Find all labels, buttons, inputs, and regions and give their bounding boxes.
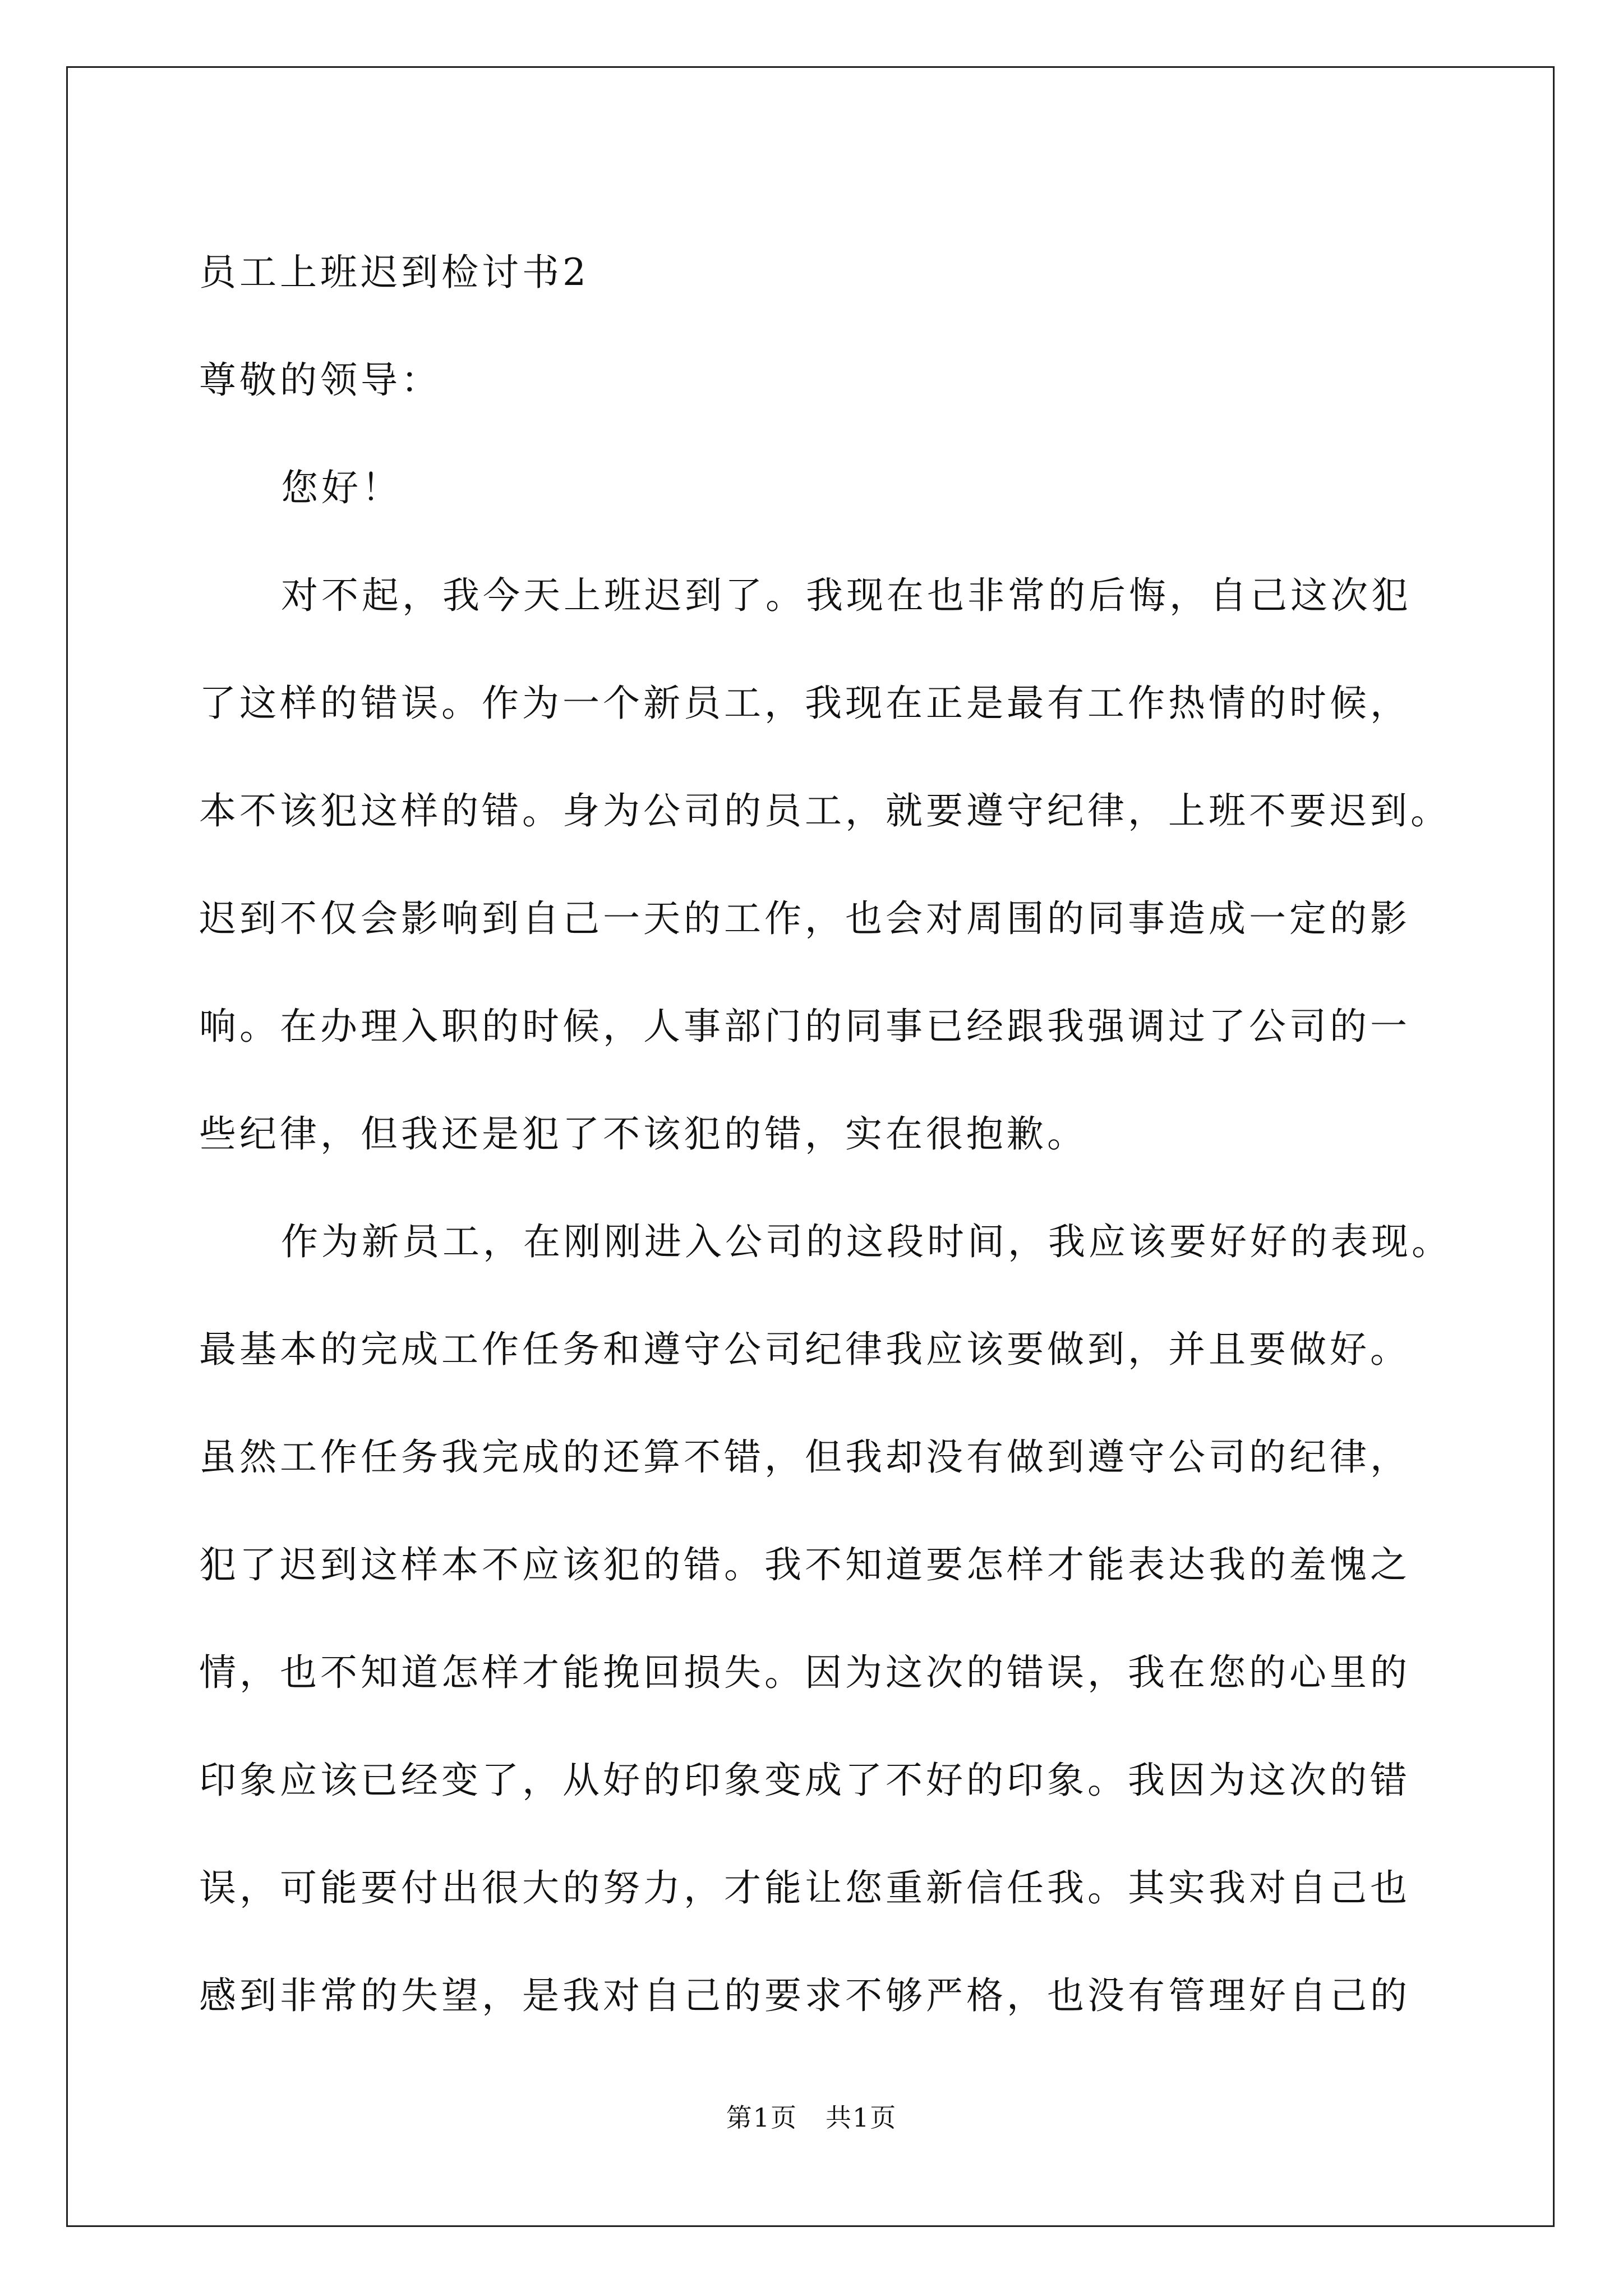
paragraph-1 [199,542,1461,1188]
paragraph-line: 犯了迟到这样本不应该犯的错。我不知道要怎样才能表达我的羞愧之 [199,1543,1410,1586]
paragraph-line: 虽然工作任务我完成的还算不错，但我却没有做到遵守公司的纪律， [199,1435,1410,1479]
salutation: 尊敬的领导： [199,358,441,402]
page-number-current: 第1页 [726,2102,797,2133]
paragraph-line: 最基本的完成工作任务和遵守公司纪律我应该要做到，并且要做好。 [199,1328,1410,1371]
paragraph-line: 了这样的错误。作为一个新员工，我现在正是最有工作热情的时候， [199,682,1410,725]
paragraph-line: 些纪律，但我还是犯了不该犯的错，实在很抱歉。 [199,1112,1087,1156]
page-number-total: 共1页 [826,2102,897,2133]
paragraph-line: 印象应该已经变了，从好的印象变成了不好的印象。我因为这次的错 [199,1759,1410,1802]
paragraph-line: 感到非常的失望，是我对自己的要求不够严格，也没有管理好自己的 [199,1974,1410,2017]
greeting: 您好！ [281,466,402,509]
paragraph-line: 作为新员工，在刚刚进入公司的这段时间，我应该要好好的表现。 [281,1220,1452,1263]
document-title: 员工上班迟到检讨书2 [199,251,589,294]
paragraph-line: 响。在办理入职的时候，人事部门的同事已经跟我强调过了公司的一 [199,1005,1410,1048]
paragraph-line: 对不起，我今天上班迟到了。我现在也非常的后悔，自己这次犯 [281,574,1412,617]
document-body [199,219,1461,2050]
page-footer [0,2101,1623,2134]
paragraph-2 [199,1188,1461,2050]
paragraph-line: 迟到不仅会影响到自己一天的工作，也会对周围的同事造成一定的影 [199,897,1410,940]
paragraph-line: 误，可能要付出很大的努力，才能让您重新信任我。其实我对自己也 [199,1866,1410,1910]
paragraph-line: 情，也不知道怎样才能挽回损失。因为这次的错误，我在您的心里的 [199,1651,1410,1694]
paragraph-line: 本不该犯这样的错。身为公司的员工，就要遵守纪律，上班不要迟到。 [199,789,1451,832]
